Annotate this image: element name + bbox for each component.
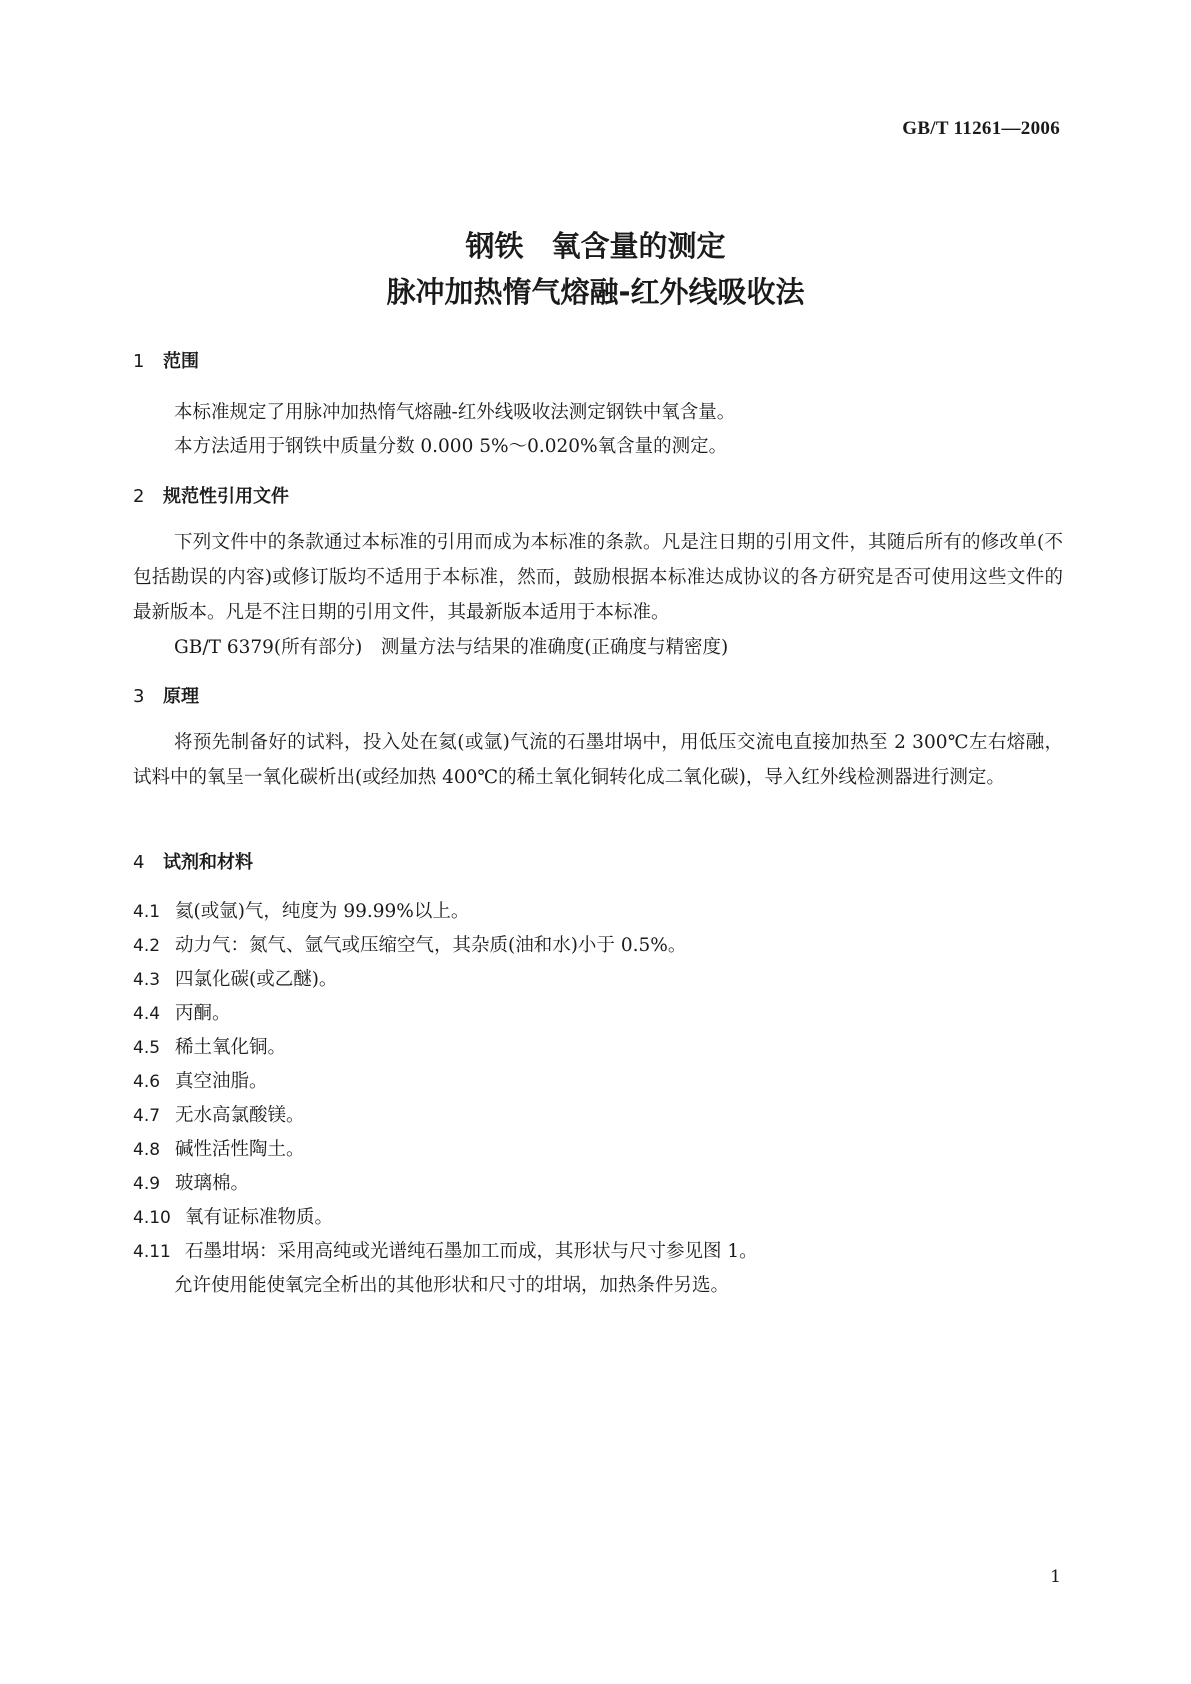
section-number: 3	[133, 686, 145, 707]
section-number: 1	[133, 351, 145, 372]
section-1-paragraph-2: 本方法适用于钢铁中质量分数 0.000 5%～0.020%氧含量的测定。	[174, 436, 728, 457]
list-item	[133, 999, 231, 1025]
item-text: 动力气：氮气、氩气或压缩空气，其杂质(油和水)小于 0.5%。	[175, 935, 687, 956]
document-title-line-2: 脉冲加热惰气熔融-红外线吸收法	[386, 275, 805, 309]
section-2-paragraph: 下列文件中的条款通过本标准的引用而成为本标准的条款。凡是注日期的引用文件，其随后所有的修改单(不包括勘误的内容)或修订版均不适用于本标准，然而，鼓励根据本标准达成协议的各方研究是否可使用这些文件的最新版本。凡是不注日期的引用文件，其最新版本适用于本标准。	[133, 532, 1063, 623]
list-item	[133, 1237, 758, 1263]
item-text: 稀土氧化铜。	[175, 1037, 287, 1058]
item-number: 4.5	[133, 1038, 161, 1058]
list-item	[133, 897, 469, 923]
item-text: 真空油脂。	[175, 1071, 268, 1092]
list-item	[133, 1067, 268, 1093]
item-number: 4.8	[133, 1140, 161, 1160]
list-item	[133, 1203, 333, 1229]
list-item	[133, 1135, 305, 1161]
section-number: 4	[133, 852, 145, 873]
section-title: 试剂和材料	[163, 852, 253, 873]
section-4-note: 允许使用能使氧完全析出的其他形状和尺寸的坩埚，加热条件另选。	[174, 1275, 730, 1296]
item-text: 碱性活性陶土。	[175, 1139, 305, 1160]
item-number: 4.11	[133, 1242, 171, 1262]
item-number: 4.3	[133, 970, 161, 990]
item-text: 四氯化碳(或乙醚)。	[175, 969, 338, 990]
title-part-1: 钢铁	[465, 229, 524, 263]
item-text: 石墨坩埚：采用高纯或光谱纯石墨加工而成，其形状与尺寸参见图 1。	[185, 1241, 758, 1262]
item-number: 4.10	[133, 1208, 171, 1228]
list-item	[133, 1169, 249, 1195]
section-2-heading	[133, 482, 289, 508]
section-title: 范围	[163, 351, 199, 372]
section-3-paragraph: 将预先制备好的试料，投入处在氦(或氩)气流的石墨坩埚中，用低压交流电直接加热至 2 300℃左右熔融，试料中的氧呈一氧化碳析出(或经加热 400℃的稀土氧化铜转化成二氧化碳)，导入红外线检测器进行测定。	[133, 732, 1063, 788]
page-number: 1	[1050, 1567, 1061, 1587]
standard-code: GB/T 11261—2006	[902, 118, 1060, 139]
item-number: 4.4	[133, 1004, 161, 1024]
normative-reference: GB/T 6379(所有部分) 测量方法与结果的准确度(正确度与精密度)	[174, 637, 729, 658]
section-title: 规范性引用文件	[163, 486, 289, 507]
item-text: 玻璃棉。	[175, 1173, 250, 1194]
item-number: 4.7	[133, 1106, 161, 1126]
item-number: 4.6	[133, 1072, 161, 1092]
document-title-line-1	[0, 224, 1191, 265]
title-part-2: 氧含量的测定	[551, 229, 726, 263]
item-text: 丙酮。	[175, 1003, 231, 1024]
section-4-heading	[133, 848, 253, 874]
list-item	[133, 1101, 305, 1127]
item-text: 无水高氯酸镁。	[175, 1105, 305, 1126]
section-title: 原理	[163, 686, 199, 707]
section-1-heading	[133, 347, 199, 373]
item-text: 氧有证标准物质。	[185, 1207, 334, 1228]
item-text: 氦(或氩)气，纯度为 99.99%以上。	[175, 901, 470, 922]
item-number: 4.2	[133, 936, 161, 956]
list-item	[133, 965, 337, 991]
item-number: 4.9	[133, 1174, 161, 1194]
list-item	[133, 931, 686, 957]
list-item	[133, 1033, 286, 1059]
item-number: 4.1	[133, 902, 161, 922]
section-number: 2	[133, 486, 145, 507]
section-3-heading	[133, 682, 199, 708]
section-1-paragraph-1: 本标准规定了用脉冲加热惰气熔融-红外线吸收法测定钢铁中氧含量。	[174, 402, 736, 423]
